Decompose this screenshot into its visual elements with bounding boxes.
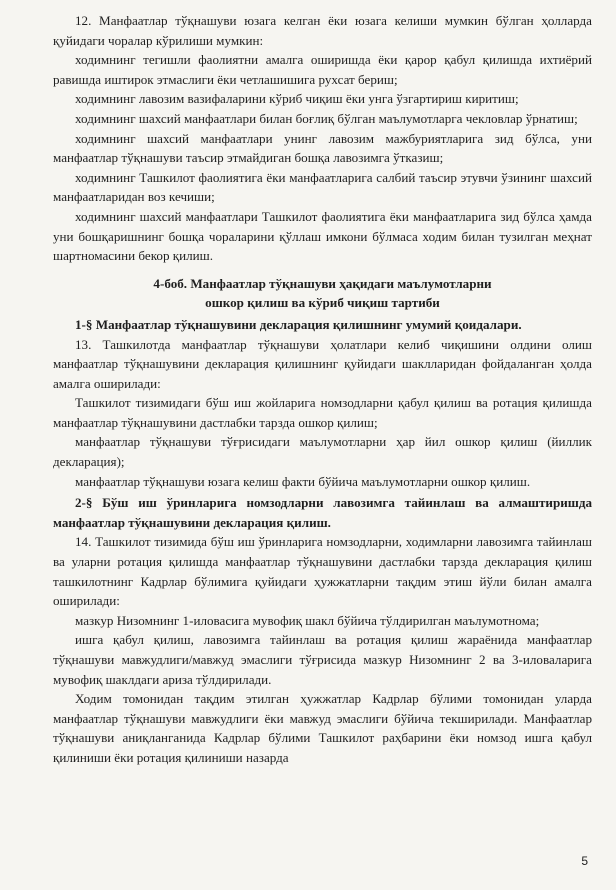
paragraph: ходимнинг тегишли фаолиятни амалга оширишда ёки қарор қабул қилишда ихтиёрий равишда иштирок этмаслиги ёки четлашишига рухсат бериш; xyxy=(53,52,592,87)
page-number: 5 xyxy=(581,854,588,868)
paragraph: ходимнинг шахсий манфаатлари унинг лавозим мажбуриятларига зид бўлса, уни манфаатлар тўқнашуви таъсир этмайдиган бошқа лавозимга ўтказиш; xyxy=(53,130,592,166)
paragraph: мазкур Низомнинг 1-иловасига мувофиқ шакл бўйича тўлдирилган маълумотнома; xyxy=(75,612,540,628)
chapter-heading-line1: 4-боб. Манфаатлар тўқнашуви ҳақидаги маълумотларни xyxy=(153,275,492,291)
chapter-heading-line2: ошкор қилиш ва кўриб чиқиш тартиби xyxy=(205,295,440,311)
chapter-heading xyxy=(53,274,592,313)
paragraph: Ташкилот тизимидаги бўш иш жойларига номзодларни қабул қилиш ва ротация қилишда манфаатлар тўқнашувини дастлабки тарзда ошкор қилиш; xyxy=(53,395,592,430)
paragraph: манфаатлар тўқнашуви юзага келиш факти бўйича маълумотларни ошкор қилиш. xyxy=(75,473,531,489)
paragraph: 12. Манфаатлар тўқнашуви юзага келган ёки юзага келиши мумкин бўлган ҳолларда қуйидаги чоралар кўрилиши мумкин: xyxy=(53,13,592,48)
paragraph: ходимнинг Ташкилот фаолиятига ёки манфаатларига салбий таъсир этувчи ўзининг шахсий манфаатларидан воз кечиши; xyxy=(53,169,592,205)
paragraph: 13. Ташкилотда манфаатлар тўқнашуви ҳолатлари келиб чиқишини олдини олиш манфаатлар тўқнашувини декларация қилишнинг қуйидаги шаклларидан фойдаланган ҳолда амалга оширилади: xyxy=(53,336,592,391)
section-heading: 1-§ Манфаатлар тўқнашувини декларация қилишнинг умумий қоидалари. xyxy=(75,316,522,332)
paragraph: ходимнинг шахсий манфаатлари Ташкилот фаолиятига ёки манфаатларига зид бўлса ҳамда уни бошқаришнинг бошқа чораларини қўллаш имкони бўлмаса ходим билан тузилган меҳнат шартномасини бекор қилиш. xyxy=(53,208,592,264)
paragraph: ходимнинг лавозим вазифаларини кўриб чиқиш ёки унга ўзгартириш киритиш; xyxy=(75,91,519,107)
paragraph: ходимнинг шахсий манфаатлари билан боғлиқ бўлган маълумотларга чекловлар ўрнатиш; xyxy=(75,110,578,126)
paragraph: 14. Ташкилот тизимида бўш иш ўринларига номзодларни, ходимларни лавозимга тайинлаш ва уларни ротация қилишда манфаатлар тўқнашувини дастлабки тарзда декларация қилиш ташкилотнинг Кадрлар бўлимига қуйидаги ҳужжатларни тақдим этиш йўли билан амалга оширилади: xyxy=(53,534,592,609)
section-heading: 2-§ Бўш иш ўринларига номзодларни лавозимга тайинлаш ва алмаштиришда манфаатлар тўқнашувини декларация қилиш. xyxy=(53,495,592,530)
paragraph: Ходим томонидан тақдим этилган ҳужжатлар Кадрлар бўлими томонидан уларда манфаатлар тўқнашуви мавжудлиги ёки мавжуд эмаслиги бўйича текширилади. Манфаатлар тўқнашуви аниқланганида Кадрлар бўлими Ташкилот раҳбарини ёки номзод ишга қабул қилиниши ёки ротация қилиниши назарда xyxy=(53,691,592,765)
paragraph: ишга қабул қилиш, лавозимга тайинлаш ва ротация қилиш жараёнида манфаатлар тўқнашуви мавжудлиги/мавжуд эмаслиги тўғрисида мазкур Низомнинг 2 ва 3-иловаларига мувофиқ шаклдаги ариза тўлдирилади. xyxy=(53,632,592,687)
paragraph: манфаатлар тўқнашуви тўғрисидаги маълумотларни ҳар йил ошкор қилиш (йиллик декларация); xyxy=(53,434,592,470)
